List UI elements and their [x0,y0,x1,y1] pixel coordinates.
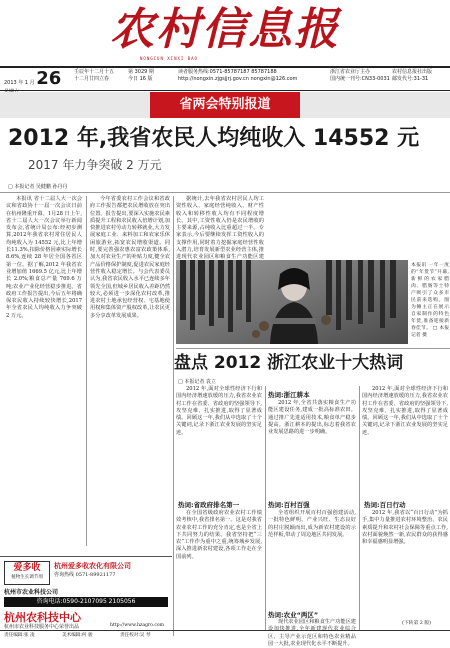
ad-slogan: 杭州市农业科技服务中心荣誉出品 [4,624,80,630]
section-title: 热词:省政府排名第一 [178,501,240,509]
feature-continued: 2012 年,面对全球性经济下行和国内经济增速放缓的压力,我省农业农村工作在省委、省政府的坚强领导下,攻坚克难、扎实推进,取得了显著成绩。回顾这一年,我们从中选取了十个关键词,记录下浙江农业发展的坚实足迹。 [362,386,448,436]
issue-info-bar [0,66,450,91]
lead-subhead: 2017 年力争突破 2 万元 [28,158,162,172]
section-text: 全省组织开展百村百强创建活动,一批特色鲜明、产业兴旺、生态良好的村庄脱颖而出,成为新农村建设的示范样板,带动了周边地区共同发展。 [268,510,356,538]
newspaper-title: 农村信息报 [110,4,340,55]
divider [86,196,87,546]
lead-byline: □ 本报记者 吴健鹏 孙丹丹 [8,184,68,190]
feature-intro: 2012 年,面对全球性经济下行和国内经济增速放缓的压力,我省农业农村工作在省委、省政府的坚强领导下,攻坚克难、扎实推进,取得了显著成绩。回顾这一年,我们从中选取了十个关键词,记录下浙江农业发展的坚实足迹。 [176,386,262,436]
footer-proofreader: 责任校对:吴 琴 [120,633,151,638]
section-text: 2012 年,我省以“百日行动”为抓手,集中力量推进农村环境整治、农民素质提升和农村社会保障等重点工作,农村面貌焕然一新,农民群众的获得感和幸福感明显增强。 [362,510,448,546]
section-text: 在全国省级政府农业农村工作绩效考核中,我省排名第一。这是对我省农业农村工作的充分肯定,也是全省上下共同努力的结果。我省坚持把“三农”工作作为重中之重,统筹城乡发展,深入推进新农村建设,各项工作走在全国前列。 [176,510,262,560]
reader-contact: 读者服务热线:0571-85787187 85787188 http://nongxin.zjgsjjrj.gov.cn nongxin@126.com [178,69,298,82]
section-title: 热词:农业“两区” [268,611,319,619]
ad-phone-strip: 咨询电话:0590-2107095 2105056 [4,597,168,607]
publisher-info: 农村信息报社出版 邮发代号:31-31 [392,69,433,82]
news-photo [176,260,408,344]
divider [359,386,360,630]
divider [173,196,174,636]
year-month: 2013 年 1 月 [4,80,35,86]
divider [0,192,450,193]
footer-editor: 责任编辑:张 凌 [4,633,35,638]
ad-company-2: 杭州市农业科技公司 [4,589,59,596]
section-title: 热词:百村百强 [268,501,310,509]
feature-byline: □ 本报记者 袁立 [178,379,216,385]
issue-number: 第 3029 期 今日 16 版 [128,69,154,82]
day-number: 26 [36,68,62,89]
advertisement [0,556,172,641]
newspaper-pinyin: NONGCUN XINXI BAO [140,56,198,61]
photo-caption: 本报讯 一年一度的“年货节”开幕,新鲜的农家腊肉、腊肠等土特产吸引了众多市民前来选购。图为摊主正在展示自家制作的特色年货,准备迎接新春佳节。 □ 本报记者 摄 [411,263,449,338]
lead-column-2: 今年省委农村工作会议和省政府工作报告都把农民增收放在突出位置。报告提出,要深入实施农民素质提升工程和农民收入倍增计划,加快推进农村劳动力转移就业,大力发展家庭工业、来料加工和农家乐休闲旅游业,拓宽农民增收渠道。同时,要完善强农惠农富农政策体系,加大对农业生产的补贴力度,健全农产品价格保护制度,促进农民家庭经营性收入稳定增长。与会代表委员认为,我省农民收入水平已连续多年领先全国,但城乡居民收入差距仍然较大,必须进一步深化农村改革,推进农村土地承包经营权、宅基地使用权和集体资产股权改革,让农民更多分享改革发展成果。 [90,196,170,319]
ad-brand: 爱多收 [13,563,41,573]
continued-notice: (下转第 2 版) [402,621,432,626]
section-title: 热词:浙江耕本 [268,391,310,399]
lead-column-3: 据统计,去年我省农村居民人均工资性收入、家庭经营纯收入、财产性收入和转移性收入均有不同程度增长。其中,工资性收入仍是农民增收的主要来源,占纯收入比重超过一半。专家表示,今后要继续发挥工资性收入的支撑作用,同时着力挖掘家庭经营性收入潜力,培育发展新型农业经营主体,推进现代农业园区和粮食生产功能区建 [176,196,264,261]
feature-headline: 盘点 2012 浙江农业十大热词 [174,353,404,373]
ad-company: 杭州爱多收农化有限公司 [54,562,131,570]
ad-center-name: 杭州农科技中心 [4,611,81,624]
sponsor-info: 浙江省农业厅主办 国内统一刊号:CN33-0031 [330,69,390,82]
divider [176,348,450,349]
photo-illustration [176,260,408,344]
ad-product: 植物生长调节剂 [11,575,43,580]
special-report-band [0,92,450,118]
footer-designer: 美术编辑:何 骏 [62,633,93,638]
divider [265,386,266,630]
lead-headline: 2012 年,我省农民人均纯收入 14552 元 [8,126,420,151]
ad-website: http://www.hzagro.com [110,623,165,628]
page-footer [0,630,450,641]
ad-brand-box [4,561,50,585]
ad-tel: 咨询热线 0571-89921177 [54,572,116,578]
section-text: 2012 年,全省共落实粮食生产功能区建设任务,建成一批高标准农田。通过推广先进适用技术,粮食单产稳步提高。浙江耕本的提出,标志着我省农业发展思路的进一步明确。 [268,400,356,436]
lunar-date: 壬辰年十二月十五 十二月廿四立春 [74,69,115,82]
lead-column-1: 本报讯 省十二届人大一次会议和省政协十一届一次会议日前在杭州隆重开幕。1月28 日上午,省十二届人大一次会议举行新闻发布会,省统计局公布:经初步测算,2012年我省农村常住居民人均纯收入为 14552 元,比上年增长11.3%,扣除价格因素实际增长 8.6%,连续 28 年居全国各省区第一位。据了解,2012 年我省农业增加值 1669.5 亿元,比上年增长 2.0%;粮食总产量 769.6 万吨;农业产业化经营稳步推进。省政府工作报告提出,今后五年将确保农民收入持续较快增长,2017 年全省农民人均纯收入力争突破 2 万元。 [6,196,82,319]
masthead [0,0,450,68]
section-title: 热词:百日行动 [364,501,406,509]
special-report-kicker: 省两会特别报道 [150,92,300,118]
section-text: 现代农业园区和粮食生产功能区建设加快推进,全年新建现代农业综合区、主导产业示范区和特色农业精品园一大批,农业现代化水平不断提升。 [268,619,356,647]
